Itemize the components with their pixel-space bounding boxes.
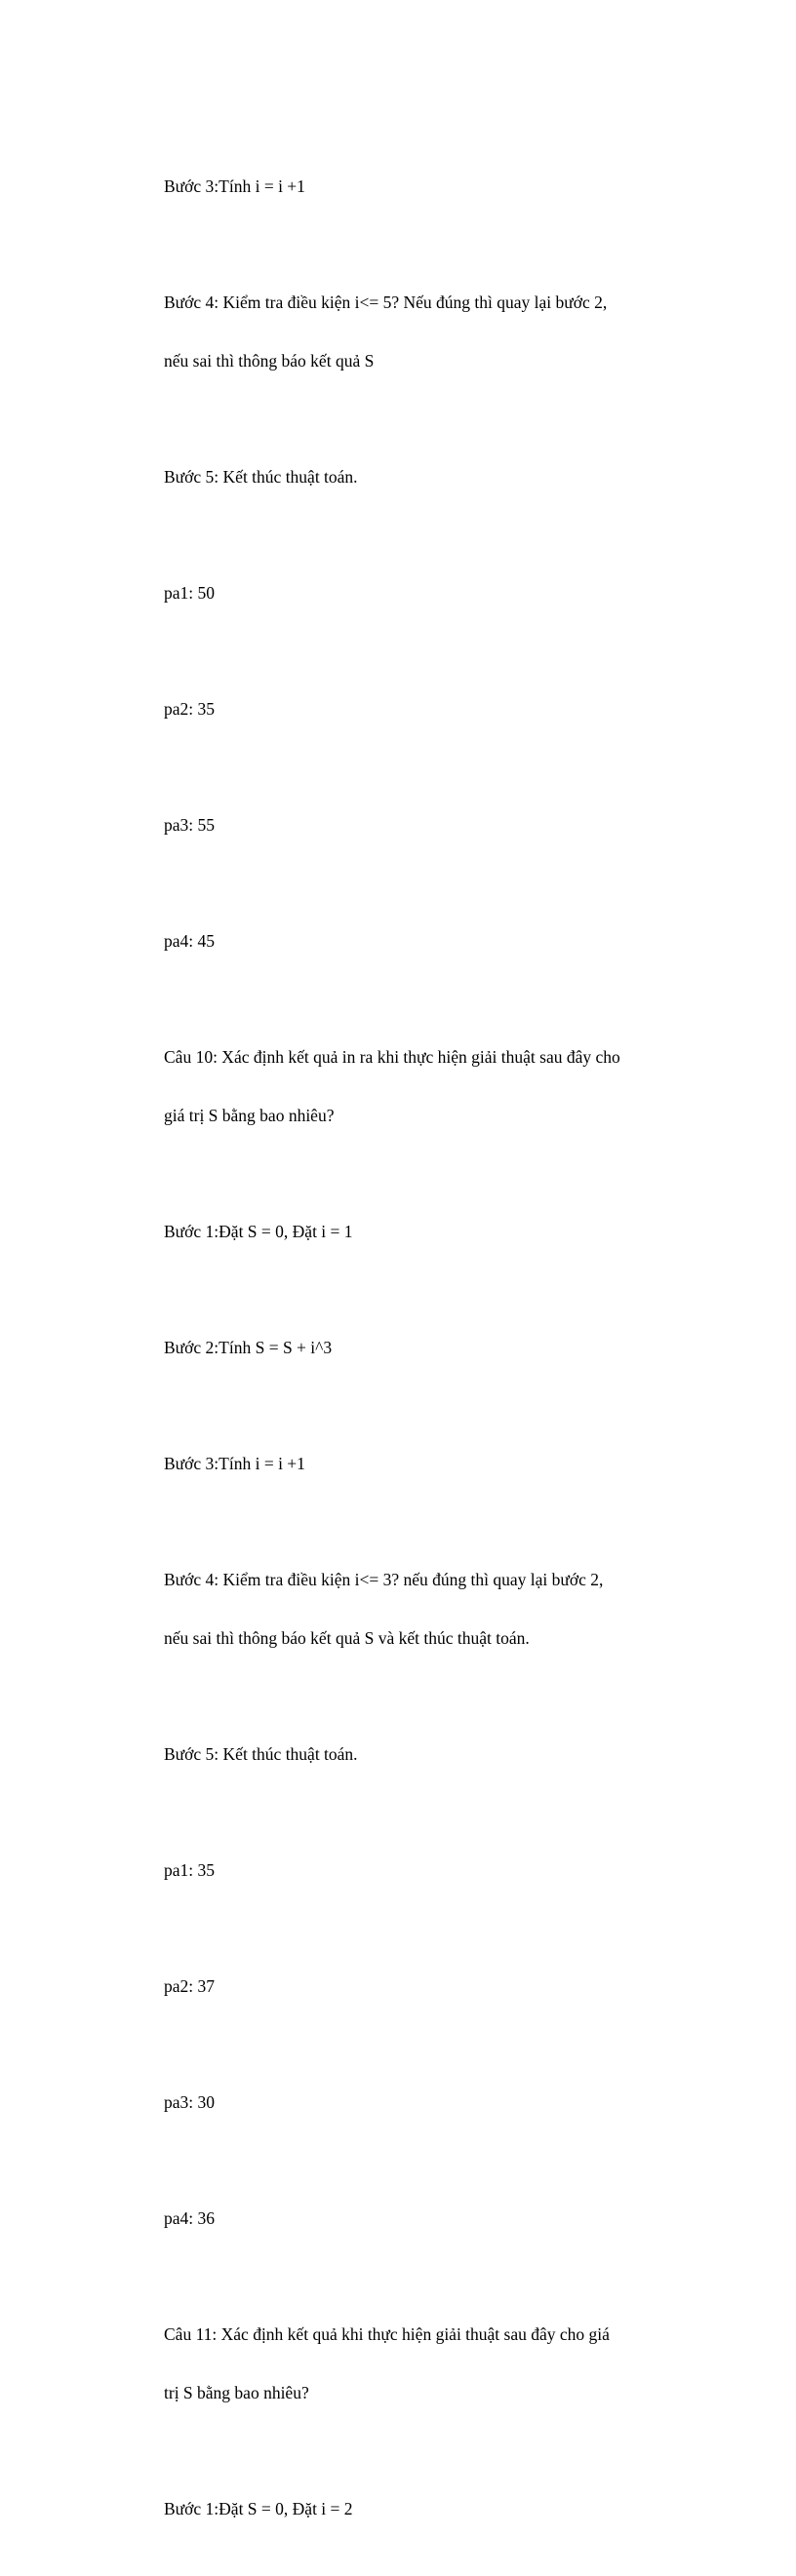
text-line: pa3: 55 bbox=[164, 815, 216, 835]
text-line: Bước 3:Tính i = i +1 bbox=[164, 1454, 305, 1473]
answer-option-4-q10 bbox=[164, 2169, 671, 2267]
text-line: giá trị S bằng bao nhiêu? bbox=[164, 1106, 335, 1125]
question-11 bbox=[164, 2285, 671, 2441]
text-line: Câu 11: Xác định kết quả khi thực hiện giải thuật sau đây cho giá bbox=[164, 2324, 610, 2344]
answer-option-3-q9 bbox=[164, 776, 671, 874]
text-line: Bước 5: Kết thúc thuật toán. bbox=[164, 467, 358, 487]
text-line: Câu 10: Xác định kết quả in ra khi thực hiện giải thuật sau đây cho bbox=[164, 1047, 620, 1067]
answer-option-2-q9 bbox=[164, 660, 671, 758]
text-line: Bước 2:Tính S = S + i^3 bbox=[164, 1338, 333, 1357]
text-line: Bước 3:Tính i = i +1 bbox=[164, 176, 305, 196]
text-line: Bước 1:Đặt S = 0, Đặt i = 2 bbox=[164, 2499, 353, 2518]
text-line: pa2: 37 bbox=[164, 1976, 216, 1996]
answer-option-2-q10 bbox=[164, 1937, 671, 2035]
step-3-q10 bbox=[164, 1415, 671, 1512]
answer-option-3-q10 bbox=[164, 2053, 671, 2151]
answer-option-4-q9 bbox=[164, 892, 671, 990]
text-line: pa2: 35 bbox=[164, 699, 216, 719]
answer-option-1-q10 bbox=[164, 1821, 671, 1919]
text-line: Bước 4: Kiểm tra điều kiện i<= 3? nếu đúng thì quay lại bước 2, bbox=[164, 1570, 604, 1589]
step-5-q10 bbox=[164, 1705, 671, 1803]
step-1-q10 bbox=[164, 1183, 671, 1280]
step-3-q9 bbox=[164, 137, 671, 235]
text-line: Bước 5: Kết thúc thuật toán. bbox=[164, 1744, 358, 1764]
text-line: Bước 1:Đặt S = 0, Đặt i = 1 bbox=[164, 1222, 353, 1241]
text-line: nếu sai thì thông báo kết quả S bbox=[164, 351, 375, 371]
text-line: trị S bằng bao nhiêu? bbox=[164, 2383, 309, 2402]
document-body bbox=[164, 137, 671, 2576]
step-5-q9 bbox=[164, 428, 671, 526]
step-4-q10 bbox=[164, 1531, 671, 1687]
text-line: Bước 4: Kiểm tra điều kiện i<= 5? Nếu đúng thì quay lại bước 2, bbox=[164, 293, 608, 312]
question-10 bbox=[164, 1008, 671, 1164]
text-line: pa1: 35 bbox=[164, 1860, 216, 1880]
text-line: pa4: 36 bbox=[164, 2208, 216, 2228]
text-line: pa1: 50 bbox=[164, 583, 216, 603]
answer-option-1-q9 bbox=[164, 544, 671, 642]
text-line: pa3: 30 bbox=[164, 2092, 216, 2112]
step-4-q9 bbox=[164, 254, 671, 410]
text-line: pa4: 45 bbox=[164, 931, 216, 951]
step-2-q10 bbox=[164, 1299, 671, 1396]
step-1-q11 bbox=[164, 2460, 671, 2557]
text-line: nếu sai thì thông báo kết quả S và kết thúc thuật toán. bbox=[164, 1628, 530, 1648]
